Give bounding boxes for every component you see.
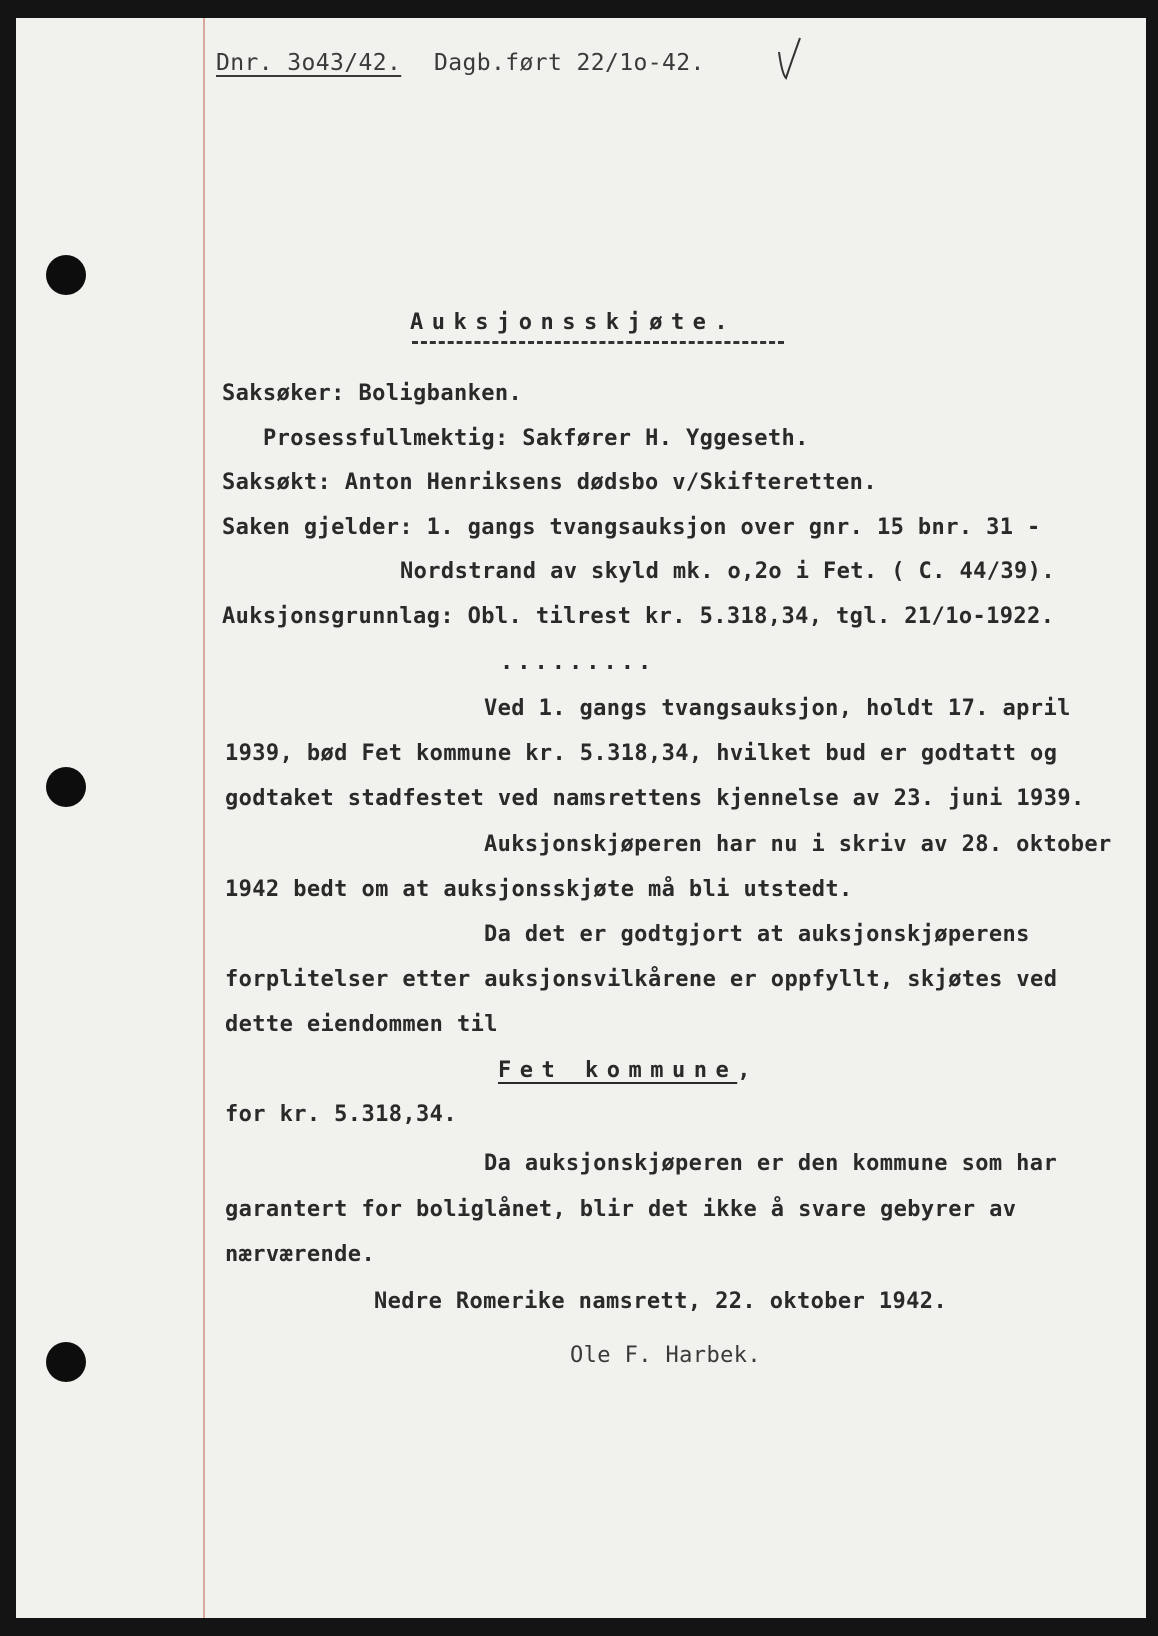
- paragraph4-line3: nærværende.: [225, 1242, 376, 1267]
- paragraph1-line3: godtaket stadfestet ved namsrettens kjennelse av 23. juni 1939.: [225, 786, 1085, 811]
- paragraph4-line1: Da auksjonskjøperen er den kommune som har: [484, 1151, 1058, 1176]
- paragraph2-line1: Auksjonskjøperen har nu i skriv av 28. oktober: [484, 832, 1112, 857]
- margin-rule: [203, 18, 205, 1618]
- buyer-name-text: Fet kommune: [498, 1058, 738, 1083]
- paragraph3-line2: forplitelser etter auksjonsvilkårene er oppfyllt, skjøtes ved: [225, 967, 1058, 992]
- signature: Ole F. Harbek.: [570, 1343, 762, 1368]
- document-page: [16, 18, 1146, 1618]
- buyer-name: [498, 1058, 759, 1083]
- punch-hole-top: [46, 255, 86, 295]
- paragraph1-line1: Ved 1. gangs tvangsauksjon, holdt 17. april: [484, 696, 1071, 721]
- plaintiff: Saksøker: Boligbanken.: [222, 381, 523, 406]
- place-and-date: Nedre Romerike namsrett, 22. oktober 1942.: [374, 1289, 948, 1314]
- paragraph3-line3: dette eiendommen til: [225, 1012, 498, 1037]
- auction-basis: Auksjonsgrunnlag: Obl. tilrest kr. 5.318,34, tgl. 21/1o-1922.: [222, 604, 1055, 629]
- paragraph4-line2: garantert for boliglånet, blir det ikke å svare gebyrer av: [225, 1197, 1017, 1222]
- defendant: Saksøkt: Anton Henriksens dødsbo v/Skifteretten.: [222, 470, 877, 495]
- attorney: Prosessfullmektig: Sakfører H. Yggeseth.: [263, 426, 809, 451]
- docket-number: Dnr. 3o43/42.: [216, 50, 402, 76]
- paragraph3-line1: Da det er godtgjort at auksjonskjøperens: [484, 922, 1030, 947]
- punch-hole-middle: [46, 767, 86, 807]
- journal-date: Dagb.ført 22/1o-42.: [434, 50, 705, 76]
- punch-hole-bottom: [46, 1342, 86, 1382]
- section-separator: .........: [500, 650, 656, 675]
- buyer-name-comma: ,: [737, 1058, 759, 1083]
- case-subject-line1: Saken gjelder: 1. gangs tvangsauksjon over gnr. 15 bnr. 31 -: [222, 515, 1041, 540]
- paragraph1-line2: 1939, bød Fet kommune kr. 5.318,34, hvilket bud er godtatt og: [225, 741, 1058, 766]
- case-subject-line2: Nordstrand av skyld mk. o,2o i Fet. ( C. 44/39).: [400, 559, 1055, 584]
- paragraph2-line2: 1942 bedt om at auksjonsskjøte må bli utstedt.: [225, 877, 853, 902]
- title-underline: [412, 341, 784, 344]
- price-line: for kr. 5.318,34.: [225, 1102, 457, 1127]
- document-title: Auksjonsskjøte.: [410, 310, 737, 335]
- checkmark-icon: [776, 34, 804, 84]
